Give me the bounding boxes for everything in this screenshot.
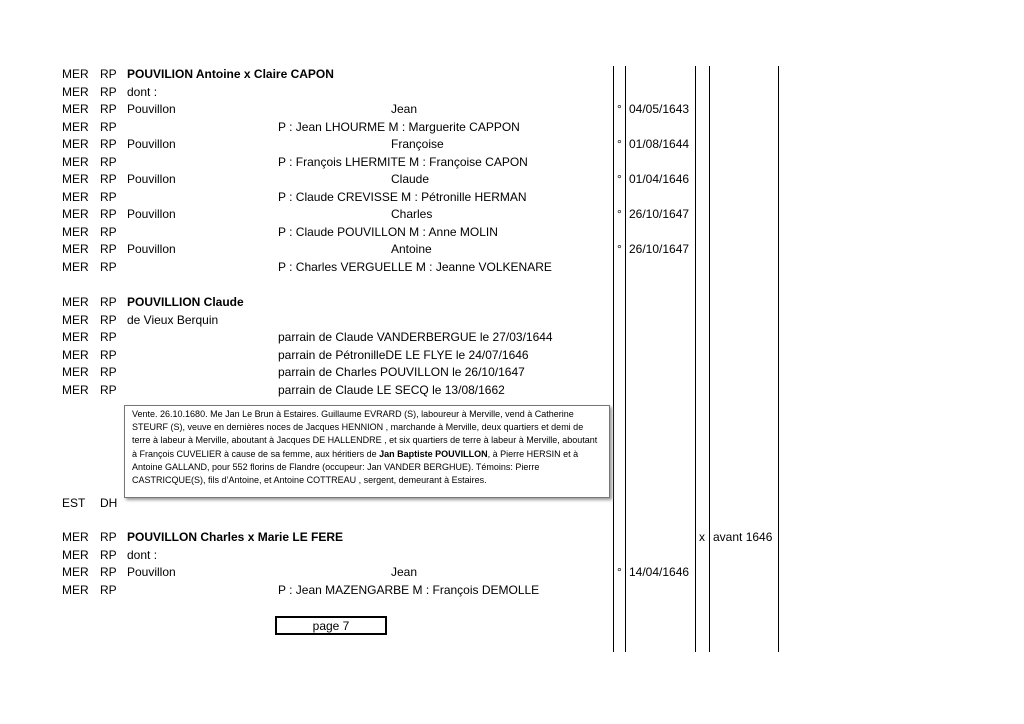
cell-c2: RP <box>100 295 117 309</box>
cell-c6: ° <box>617 137 622 151</box>
cell-c6: ° <box>617 242 622 256</box>
record-row <box>0 529 1024 546</box>
cell-c2: RP <box>100 383 117 397</box>
cell-c3: dont : <box>127 548 158 562</box>
cell-c7: 26/10/1647 <box>629 242 690 256</box>
column-divider <box>778 66 779 652</box>
column-divider <box>613 66 614 652</box>
cell-c1: MER <box>62 348 89 362</box>
cell-c3: Pouvillon <box>127 565 176 579</box>
cell-c6: ° <box>617 172 622 186</box>
cell-c1: MER <box>62 565 89 579</box>
record-row <box>0 241 1024 258</box>
cell-c1: MER <box>62 85 89 99</box>
cell-c3: Pouvillon <box>127 102 176 116</box>
cell-c7: 04/05/1643 <box>629 102 690 116</box>
record-row <box>0 224 1024 241</box>
record-row <box>0 259 1024 276</box>
cell-c4: Jean <box>391 565 418 579</box>
cell-c2: RP <box>100 172 117 186</box>
cell-c2: RP <box>100 260 117 274</box>
cell-c3: dont : <box>127 85 158 99</box>
cell-c1: MER <box>62 548 89 562</box>
cell-c2: RP <box>100 207 117 221</box>
cell-c3: Pouvillon <box>127 207 176 221</box>
cell-c1: MER <box>62 530 89 544</box>
cell-c2: RP <box>100 348 117 362</box>
cell-c2: RP <box>100 137 117 151</box>
note-text: , à Pierre HERSIN et à Antoine GALLAND, pour 552 florins de Flandre (occupeur: Jan VANDER BERGHUE). Témoins: Pierre CASTRICQUE(S), fils d’Antoine, et Antoine COTTREAU , sergent, demeurant à Estaires. <box>132 448 579 486</box>
cell-c1: MER <box>62 365 89 379</box>
cell-c2: RP <box>100 155 117 169</box>
cell-c2: RP <box>100 565 117 579</box>
cell-c2: RP <box>100 120 117 134</box>
record-row <box>0 84 1024 101</box>
record-row <box>0 294 1024 311</box>
cell-c2: RP <box>100 330 117 344</box>
cell-c1: MER <box>62 383 89 397</box>
cell-c3: POUVILLION Claude <box>127 295 244 309</box>
record-row <box>0 347 1024 364</box>
cell-c3: Pouvillon <box>127 137 176 151</box>
record-row <box>0 101 1024 118</box>
cell-c1: MER <box>62 313 89 327</box>
cell-c7: 01/04/1646 <box>629 172 690 186</box>
cell-c6: ° <box>617 207 622 221</box>
cell-c9: avant 1646 <box>713 530 773 544</box>
cell-c4: Françoise <box>391 137 444 151</box>
cell-c3: Pouvillon <box>127 242 176 256</box>
cell-c2: RP <box>100 548 117 562</box>
cell-c7: 26/10/1647 <box>629 207 690 221</box>
cell-c3: POUVILLON Charles x Marie LE FERE <box>127 530 344 544</box>
cell-c1: EST <box>62 496 86 510</box>
cell-c5: P : Charles VERGUELLE M : Jeanne VOLKENARE <box>278 260 552 274</box>
column-divider <box>625 66 626 652</box>
record-row <box>0 119 1024 136</box>
cell-c2: RP <box>100 583 117 597</box>
cell-c4: Antoine <box>391 242 432 256</box>
note-text: Vente. 26.10.1680. Me Jan Le Brun à Estaires. Guillaume EVRARD (S), laboureur à Merville, vend à Catherine STEURF (S), veuve en dernières noces de Jacques HENNION , marchande à Merville, deux quartiers et demi de terre à labeur à Merville, aboutant à Jacques DE HALLENDRE , et six quartiers de terre à labeur à Merville, aboutant à François CUVELIER à cause de sa femme, aux héritiers de <box>132 409 598 459</box>
cell-c7: 01/08/1644 <box>629 137 690 151</box>
cell-c2: RP <box>100 102 117 116</box>
cell-c4: Charles <box>391 207 433 221</box>
cell-c1: MER <box>62 207 89 221</box>
cell-c3: de Vieux Berquin <box>127 313 219 327</box>
record-row <box>0 171 1024 188</box>
record-row <box>0 564 1024 581</box>
cell-c6: ° <box>617 565 622 579</box>
record-row <box>0 312 1024 329</box>
cell-c1: MER <box>62 583 89 597</box>
cell-c2: RP <box>100 313 117 327</box>
column-divider <box>709 66 710 652</box>
cell-c1: MER <box>62 330 89 344</box>
page-number-box <box>275 616 387 635</box>
cell-c3: POUVILION Antoine x Claire CAPON <box>127 67 334 81</box>
cell-c6: ° <box>617 102 622 116</box>
cell-c2: RP <box>100 85 117 99</box>
cell-c5: P : Jean LHOURME M : Marguerite CAPPON <box>278 120 520 134</box>
cell-c7: 14/04/1646 <box>629 565 690 579</box>
cell-c1: MER <box>62 67 89 81</box>
cell-c2: RP <box>100 225 117 239</box>
column-divider <box>695 66 696 652</box>
record-row <box>0 154 1024 171</box>
cell-c4: Jean <box>391 102 418 116</box>
cell-c5: P : François LHERMITE M : Françoise CAPON <box>278 155 528 169</box>
cell-c1: MER <box>62 155 89 169</box>
cell-c8: x <box>699 530 705 544</box>
cell-c5: P : Claude POUVILLON M : Anne MOLIN <box>278 225 498 239</box>
cell-c2: RP <box>100 365 117 379</box>
record-row <box>0 547 1024 564</box>
cell-c1: MER <box>62 102 89 116</box>
cell-c1: MER <box>62 242 89 256</box>
page-number: page 7 <box>312 619 350 633</box>
record-row <box>0 136 1024 153</box>
record-row <box>0 329 1024 346</box>
cell-c2: DH <box>100 496 118 510</box>
cell-c5: P : Jean MAZENGARBE M : François DEMOLLE <box>278 583 540 597</box>
cell-c1: MER <box>62 190 89 204</box>
record-row <box>0 382 1024 399</box>
record-row <box>0 582 1024 599</box>
cell-c5: parrain de Claude LE SECQ le 13/08/1662 <box>278 383 505 397</box>
cell-c2: RP <box>100 67 117 81</box>
record-row <box>0 206 1024 223</box>
cell-c5: parrain de Claude VANDERBERGUE le 27/03/1644 <box>278 330 553 344</box>
cell-c2: RP <box>100 242 117 256</box>
cell-c4: Claude <box>391 172 430 186</box>
cell-c5: P : Claude CREVISSE M : Pétronille HERMAN <box>278 190 527 204</box>
cell-c2: RP <box>100 530 117 544</box>
cell-c3: Pouvillon <box>127 172 176 186</box>
record-row <box>0 364 1024 381</box>
record-row <box>0 66 1024 83</box>
cell-c5: parrain de PétronilleDE LE FLYE le 24/07/1646 <box>278 348 529 362</box>
cell-c2: RP <box>100 190 117 204</box>
record-row <box>0 189 1024 206</box>
cell-c1: MER <box>62 172 89 186</box>
note-bold-name: Jan Baptiste POUVILLON <box>379 448 488 459</box>
cell-c1: MER <box>62 225 89 239</box>
sale-note-comment <box>124 405 610 498</box>
cell-c1: MER <box>62 260 89 274</box>
cell-c1: MER <box>62 137 89 151</box>
cell-c1: MER <box>62 295 89 309</box>
cell-c5: parrain de Charles POUVILLON le 26/10/1647 <box>278 365 525 379</box>
cell-c1: MER <box>62 120 89 134</box>
